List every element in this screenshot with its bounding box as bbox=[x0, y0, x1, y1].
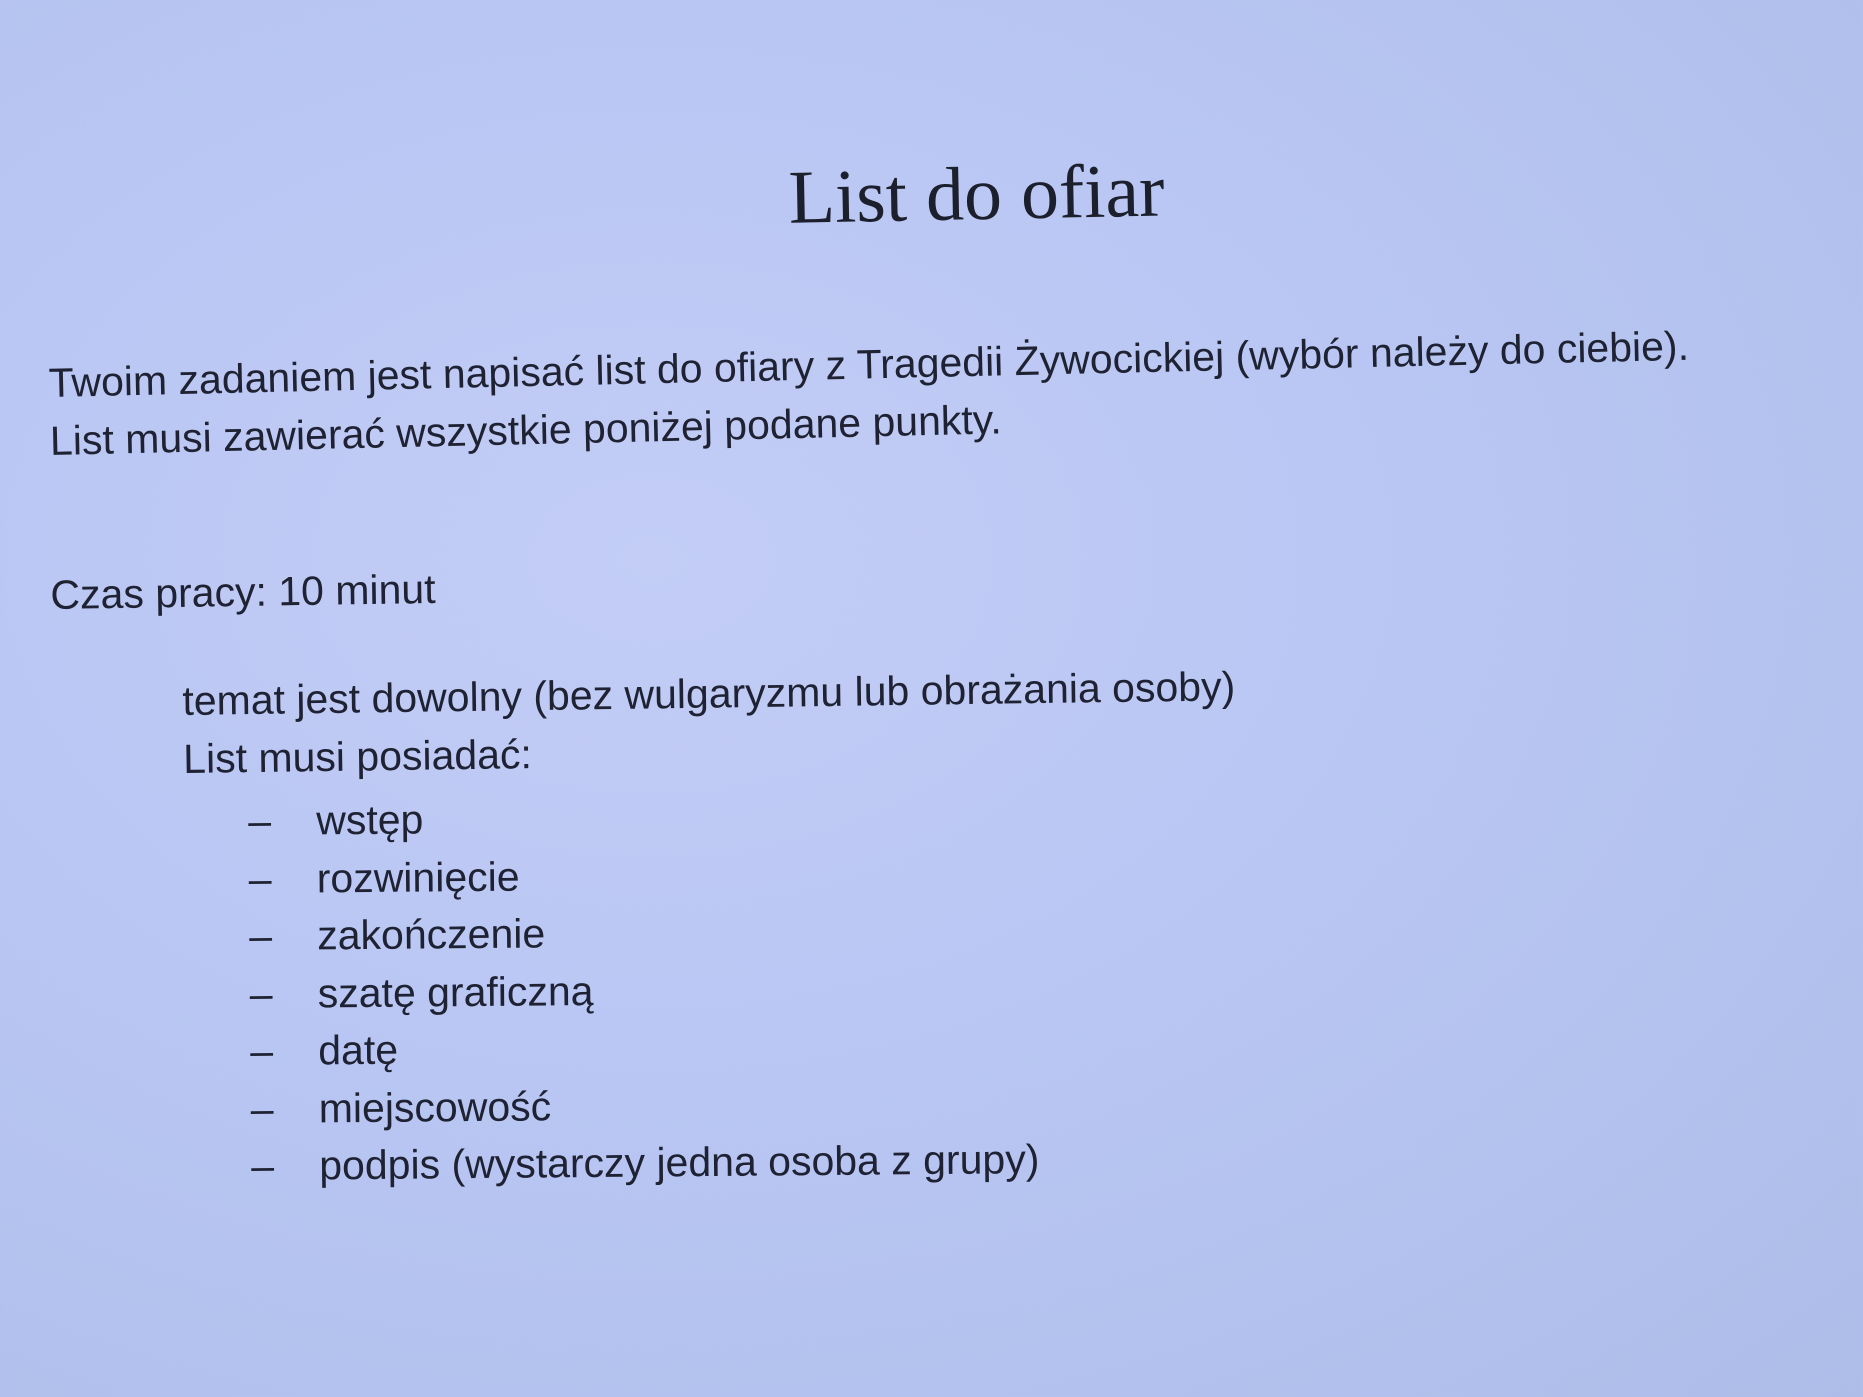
dash-bullet: – bbox=[248, 855, 272, 902]
list-item-label: datę bbox=[318, 1026, 399, 1074]
dash-bullet: – bbox=[251, 1142, 275, 1189]
list-item-label: wstęp bbox=[316, 796, 424, 844]
list-item bbox=[248, 786, 1037, 850]
work-time: Czas pracy: 10 minut bbox=[50, 565, 436, 618]
list-item bbox=[249, 901, 1038, 965]
list-item bbox=[250, 959, 1039, 1023]
dash-bullet: – bbox=[250, 1085, 274, 1132]
dash-bullet: – bbox=[249, 912, 273, 959]
list-item bbox=[251, 1074, 1040, 1138]
list-item bbox=[250, 1016, 1039, 1080]
list-item-label: podpis (wystarczy jedna osoba z grupy) bbox=[319, 1136, 1040, 1189]
dash-bullet: – bbox=[249, 970, 273, 1017]
task-description-line: Twoim zadaniem jest napisać list do ofiary z Tragedii Żywocickiej (wybór należy do ciebie). bbox=[48, 322, 1690, 406]
task-description-line: List musi zawierać wszystkie poniżej podane punkty. bbox=[49, 396, 1003, 464]
list-item bbox=[251, 1131, 1040, 1195]
list-item-label: zakończenie bbox=[317, 910, 546, 959]
dash-bullet: – bbox=[248, 797, 272, 844]
topic-note: temat jest dowolny (bez wulgaryzmu lub obrażania osoby) bbox=[182, 663, 1236, 724]
list-item bbox=[249, 844, 1038, 908]
list-item-label: miejscowość bbox=[318, 1082, 552, 1131]
must-have-heading: List musi posiadać: bbox=[182, 731, 533, 782]
requirements-intro bbox=[182, 657, 1236, 788]
document-title: List do ofiar bbox=[787, 148, 1166, 240]
list-item-label: szatę graficzną bbox=[317, 967, 594, 1016]
requirements-list bbox=[248, 786, 1040, 1195]
list-item-label: rozwinięcie bbox=[316, 853, 520, 901]
dash-bullet: – bbox=[250, 1027, 274, 1074]
task-description bbox=[48, 317, 1691, 470]
